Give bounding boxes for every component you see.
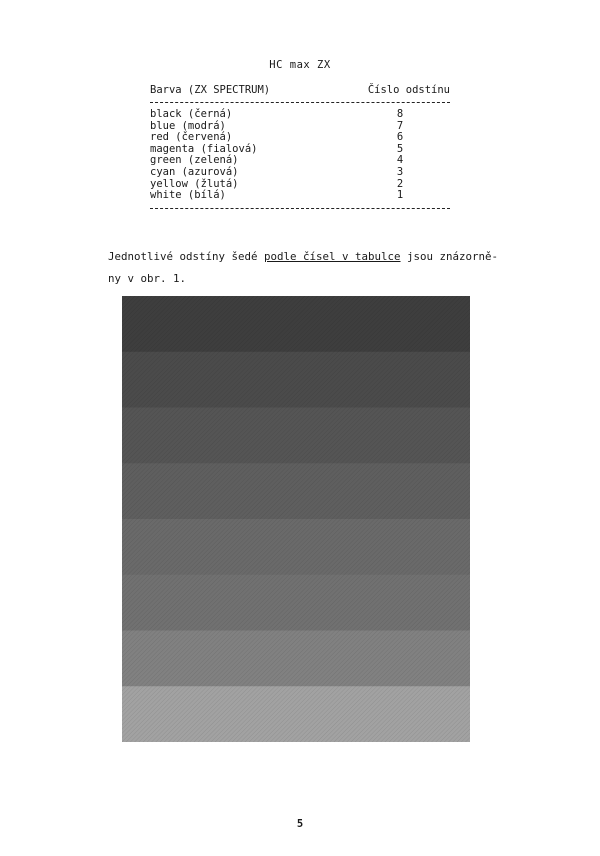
table-row xyxy=(150,109,450,121)
row-shade: 1 xyxy=(396,189,404,202)
table-row xyxy=(150,167,450,179)
row-color: magenta (fialová) xyxy=(150,142,258,155)
grayscale-shade-figure xyxy=(122,296,470,742)
paragraph-text: jsou znázorně- xyxy=(400,250,499,263)
underlined-phrase: podle čísel v tabulce xyxy=(264,250,401,263)
table-footer-rule xyxy=(150,208,450,209)
page-number: 5 xyxy=(296,818,304,830)
row-shade: 4 xyxy=(396,154,404,167)
row-color: green (zelená) xyxy=(150,154,239,167)
table-header xyxy=(150,84,450,98)
shade-bands-svg xyxy=(122,296,470,742)
paragraph-line-1 xyxy=(108,246,538,268)
page-title: HC max ZX xyxy=(269,59,331,71)
row-color: white (bílá) xyxy=(150,189,226,202)
row-shade: 3 xyxy=(396,165,404,178)
row-color: yellow (žlutá) xyxy=(150,177,239,190)
row-shade: 6 xyxy=(396,131,404,144)
header-shade-column: Číslo odstínu xyxy=(367,84,450,96)
row-color: red (červená) xyxy=(150,131,233,144)
header-color-column: Barva (ZX SPECTRUM) xyxy=(150,84,271,96)
paragraph-line-2: ny v obr. 1. xyxy=(108,272,187,285)
row-shade: 8 xyxy=(396,108,404,120)
table-row xyxy=(150,190,450,202)
row-shade: 5 xyxy=(396,142,404,155)
row-shade: 2 xyxy=(396,177,404,190)
row-color: cyan (azurová) xyxy=(150,165,239,178)
row-color: black (černá) xyxy=(150,108,233,120)
color-shade-table xyxy=(150,84,450,209)
paragraph-text: Jednotlivé odstíny šedé xyxy=(108,250,265,263)
row-color: blue (modrá) xyxy=(150,119,226,132)
row-shade: 7 xyxy=(396,119,404,132)
